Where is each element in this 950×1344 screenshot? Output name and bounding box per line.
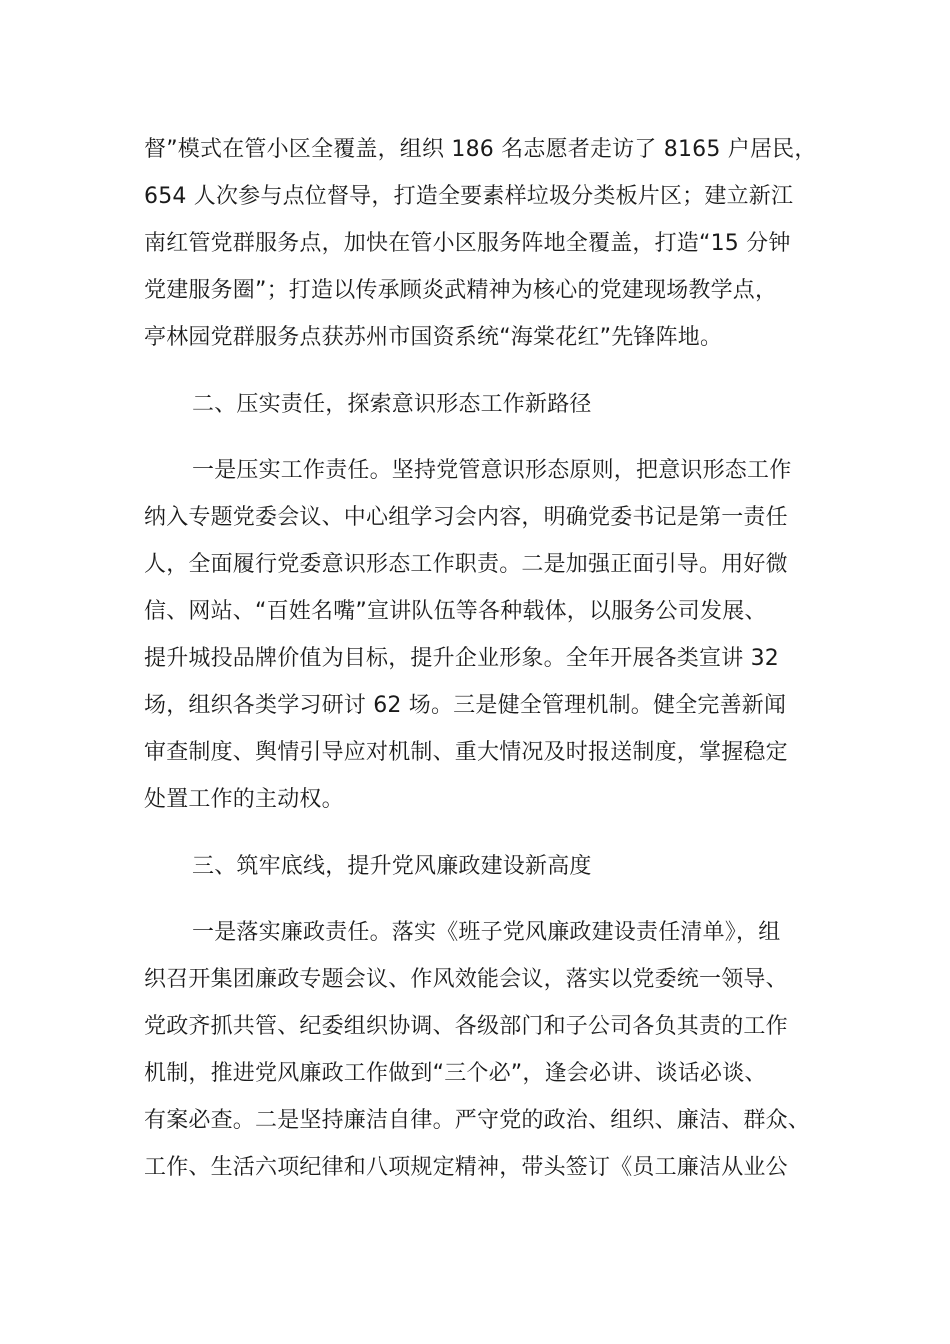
- paragraph-integrity-work: [144, 909, 814, 1191]
- paragraph-line: 提升城投品牌价值为目标，提升企业形象。全年开展各类宣讲 32: [144, 646, 779, 671]
- paragraph-line: 亭林园党群服务点获苏州市国资系统“海棠花红”先锋阵地。: [144, 325, 723, 350]
- paragraph-line: 工作、生活六项纪律和八项规定精神，带头签订《员工廉洁从业公: [144, 1155, 788, 1180]
- paragraph-line: 织召开集团廉政专题会议、作风效能会议，落实以党委统一领导、: [144, 967, 788, 992]
- paragraph-line: 场，组织各类学习研讨 62 场。三是健全管理机制。健全完善新闻: [144, 693, 787, 718]
- paragraph-community-services: [144, 126, 817, 361]
- paragraph-line: 党建服务圈”；打造以传承顾炎武精神为核心的党建现场教学点，: [144, 278, 778, 303]
- paragraph-line: 654 人次参与点位督导，打造全要素样垃圾分类板片区；建立新江: [144, 184, 794, 209]
- paragraph-line: 一是压实工作责任。坚持党管意识形态原则，把意识形态工作: [192, 458, 792, 483]
- paragraph-line: 审查制度、舆情引导应对机制、重大情况及时报送制度，掌握稳定: [144, 740, 788, 765]
- paragraph-line: 一是落实廉政责任。落实《班子党风廉政建设责任清单》，组: [192, 920, 781, 945]
- paragraph-spacer: [144, 823, 814, 843]
- paragraph-line: 有案必查。二是坚持廉洁自律。严守党的政治、组织、廉洁、群众、: [144, 1108, 811, 1133]
- paragraph-line: 纳入专题党委会议、中心组学习会内容，明确党委书记是第一责任: [144, 505, 788, 530]
- section-heading-integrity: 三、筑牢底线，提升党风廉政建设新高度: [192, 853, 592, 879]
- paragraph-spacer: [144, 361, 814, 381]
- paragraph-spacer: [144, 890, 814, 910]
- section-heading-ideology: 二、压实责任，探索意识形态工作新路径: [192, 391, 592, 417]
- paragraph-line: 党政齐抓共管、纪委组织协调、各级部门和子公司各负其责的工作: [144, 1014, 788, 1039]
- paragraph-line: 督”模式在管小区全覆盖，组织 186 名志愿者走访了 8165 户居民，: [144, 137, 817, 162]
- paragraph-line: 信、网站、“百姓名嘴”宣讲队伍等各种载体，以服务公司发展、: [144, 599, 767, 624]
- document-body: [144, 126, 817, 1191]
- paragraph-ideology-work: [144, 447, 814, 823]
- paragraph-spacer: [144, 428, 814, 448]
- paragraph-line: 处置工作的主动权。: [144, 787, 344, 812]
- paragraph-line: 机制，推进党风廉政工作做到“三个必”，逢会必讲、谈话必谈、: [144, 1061, 767, 1086]
- paragraph-line: 南红管党群服务点，加快在管小区服务阵地全覆盖，打造“15 分钟: [144, 231, 791, 256]
- paragraph-line: 人，全面履行党委意识形态工作职责。二是加强正面引导。用好微: [144, 552, 788, 577]
